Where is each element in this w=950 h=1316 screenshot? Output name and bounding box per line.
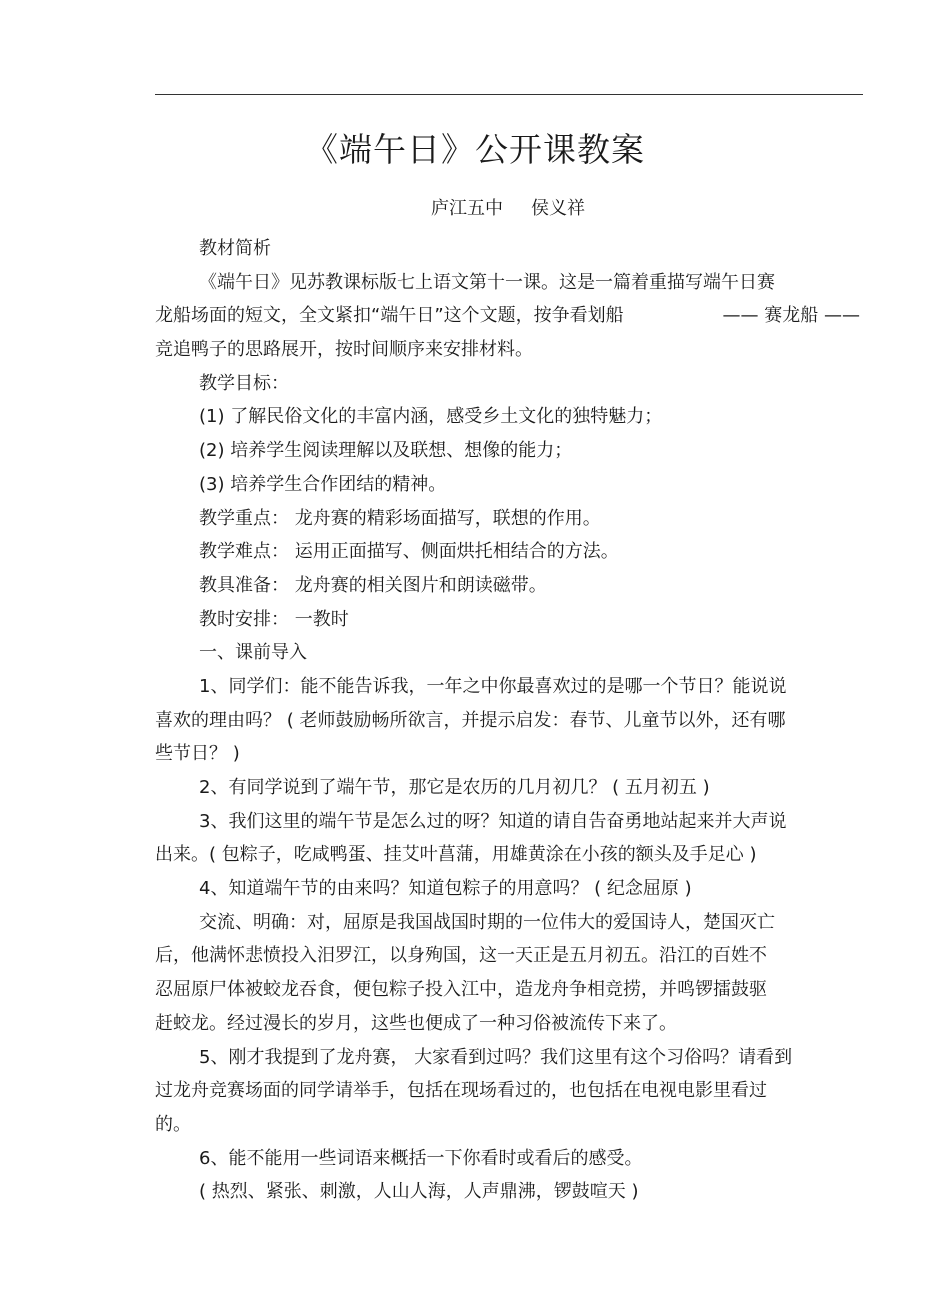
text-line: 后，他满怀悲愤投入汨罗江，以身殉国，这一天正是五月初五。沿江的百姓不 <box>155 945 767 967</box>
text-line: 忍屈原尸体被蛟龙吞食，便包粽子投入江中，造龙舟争相竞捞，并鸣锣擂鼓驱 <box>155 979 767 1001</box>
text-line: (1) 了解民俗文化的丰富内涵，感受乡土文化的独特魅力； <box>199 406 663 428</box>
text-line: 2、有同学说到了端午节，那它是农历的几月初几？ ( 五月初五 ) <box>199 777 710 798</box>
text-line: 喜欢的理由吗？ ( 老师鼓励畅所欲言，并提示启发：春节、儿童节以外，还有哪 <box>155 709 786 731</box>
text-line-part: 龙船场面的短文，全文紧扣“端午日”这个文题，按争看划船 <box>155 305 624 327</box>
text-line: 教时安排： 一教时 <box>199 608 349 630</box>
text-line: 5、刚才我提到了龙舟赛， 大家看到过吗？我们这里有这个习俗吗？请看到 <box>199 1046 793 1068</box>
text-line: ( 热烈、紧张、刺激，人山人海，人声鼎沸，锣鼓喧天 ) <box>199 1181 639 1203</box>
author-name: 侯义祥 <box>531 198 585 219</box>
text-line: 6、能不能用一些词语来概括一下你看时或看后的感受。 <box>199 1147 643 1169</box>
document-title: 《端午日》公开课教案 <box>305 130 645 169</box>
text-line: 《端午日》见苏教课标版七上语文第十一课。这是一篇着重描写端午日赛 <box>199 271 775 293</box>
text-line: 4、知道端午节的由来吗？知道包粽子的用意吗？ ( 纪念屈原 ) <box>199 878 692 900</box>
text-line: 出来。( 包粽子，吃咸鸭蛋、挂艾叶菖蒲，用雄黄涂在小孩的额头及手足心 ) <box>155 844 757 866</box>
text-line: 1、同学们：能不能告诉我，一年之中你最喜欢过的是哪一个节日？能说说 <box>199 675 787 697</box>
text-line: 赶蛟龙。经过漫长的岁月，这些也便成了一种习俗被流传下来了。 <box>155 1012 677 1034</box>
text-line: 一、课前导入 <box>199 642 307 664</box>
text-line: 教材简析 <box>199 238 271 259</box>
text-line: 教学难点： 运用正面描写、侧面烘托相结合的方法。 <box>199 541 619 563</box>
text-line: 教学重点： 龙舟赛的精彩场面描写，联想的作用。 <box>199 507 601 529</box>
document-body <box>155 232 860 1209</box>
text-line: 交流、明确：对，屈原是我国战国时期的一位伟大的爱国诗人，楚国灭亡 <box>199 911 775 933</box>
text-line: (3) 培养学生合作团结的精神。 <box>199 473 447 495</box>
text-line: 教具准备： 龙舟赛的相关图片和朗读磁带。 <box>199 574 547 596</box>
text-line: 的。 <box>155 1113 191 1135</box>
text-line: 竞追鸭子的思路展开，按时间顺序来安排材料。 <box>155 339 533 361</box>
text-line <box>155 299 860 333</box>
text-line-part: —— 赛龙船 —— <box>722 305 860 327</box>
author-school: 庐江五中 <box>431 198 503 219</box>
header-rule <box>155 94 863 95</box>
text-line: 些节日？ ) <box>155 743 240 765</box>
text-line: 过龙舟竞赛场面的同学请举手，包括在现场看过的，也包括在电视电影里看过 <box>155 1080 767 1102</box>
text-line: (2) 培养学生阅读理解以及联想、想像的能力； <box>199 440 573 462</box>
author-line <box>0 196 950 222</box>
text-line: 3、我们这里的端午节是怎么过的呀？知道的请自告奋勇地站起来并大声说 <box>199 810 787 832</box>
text-line: 教学目标： <box>199 372 289 394</box>
